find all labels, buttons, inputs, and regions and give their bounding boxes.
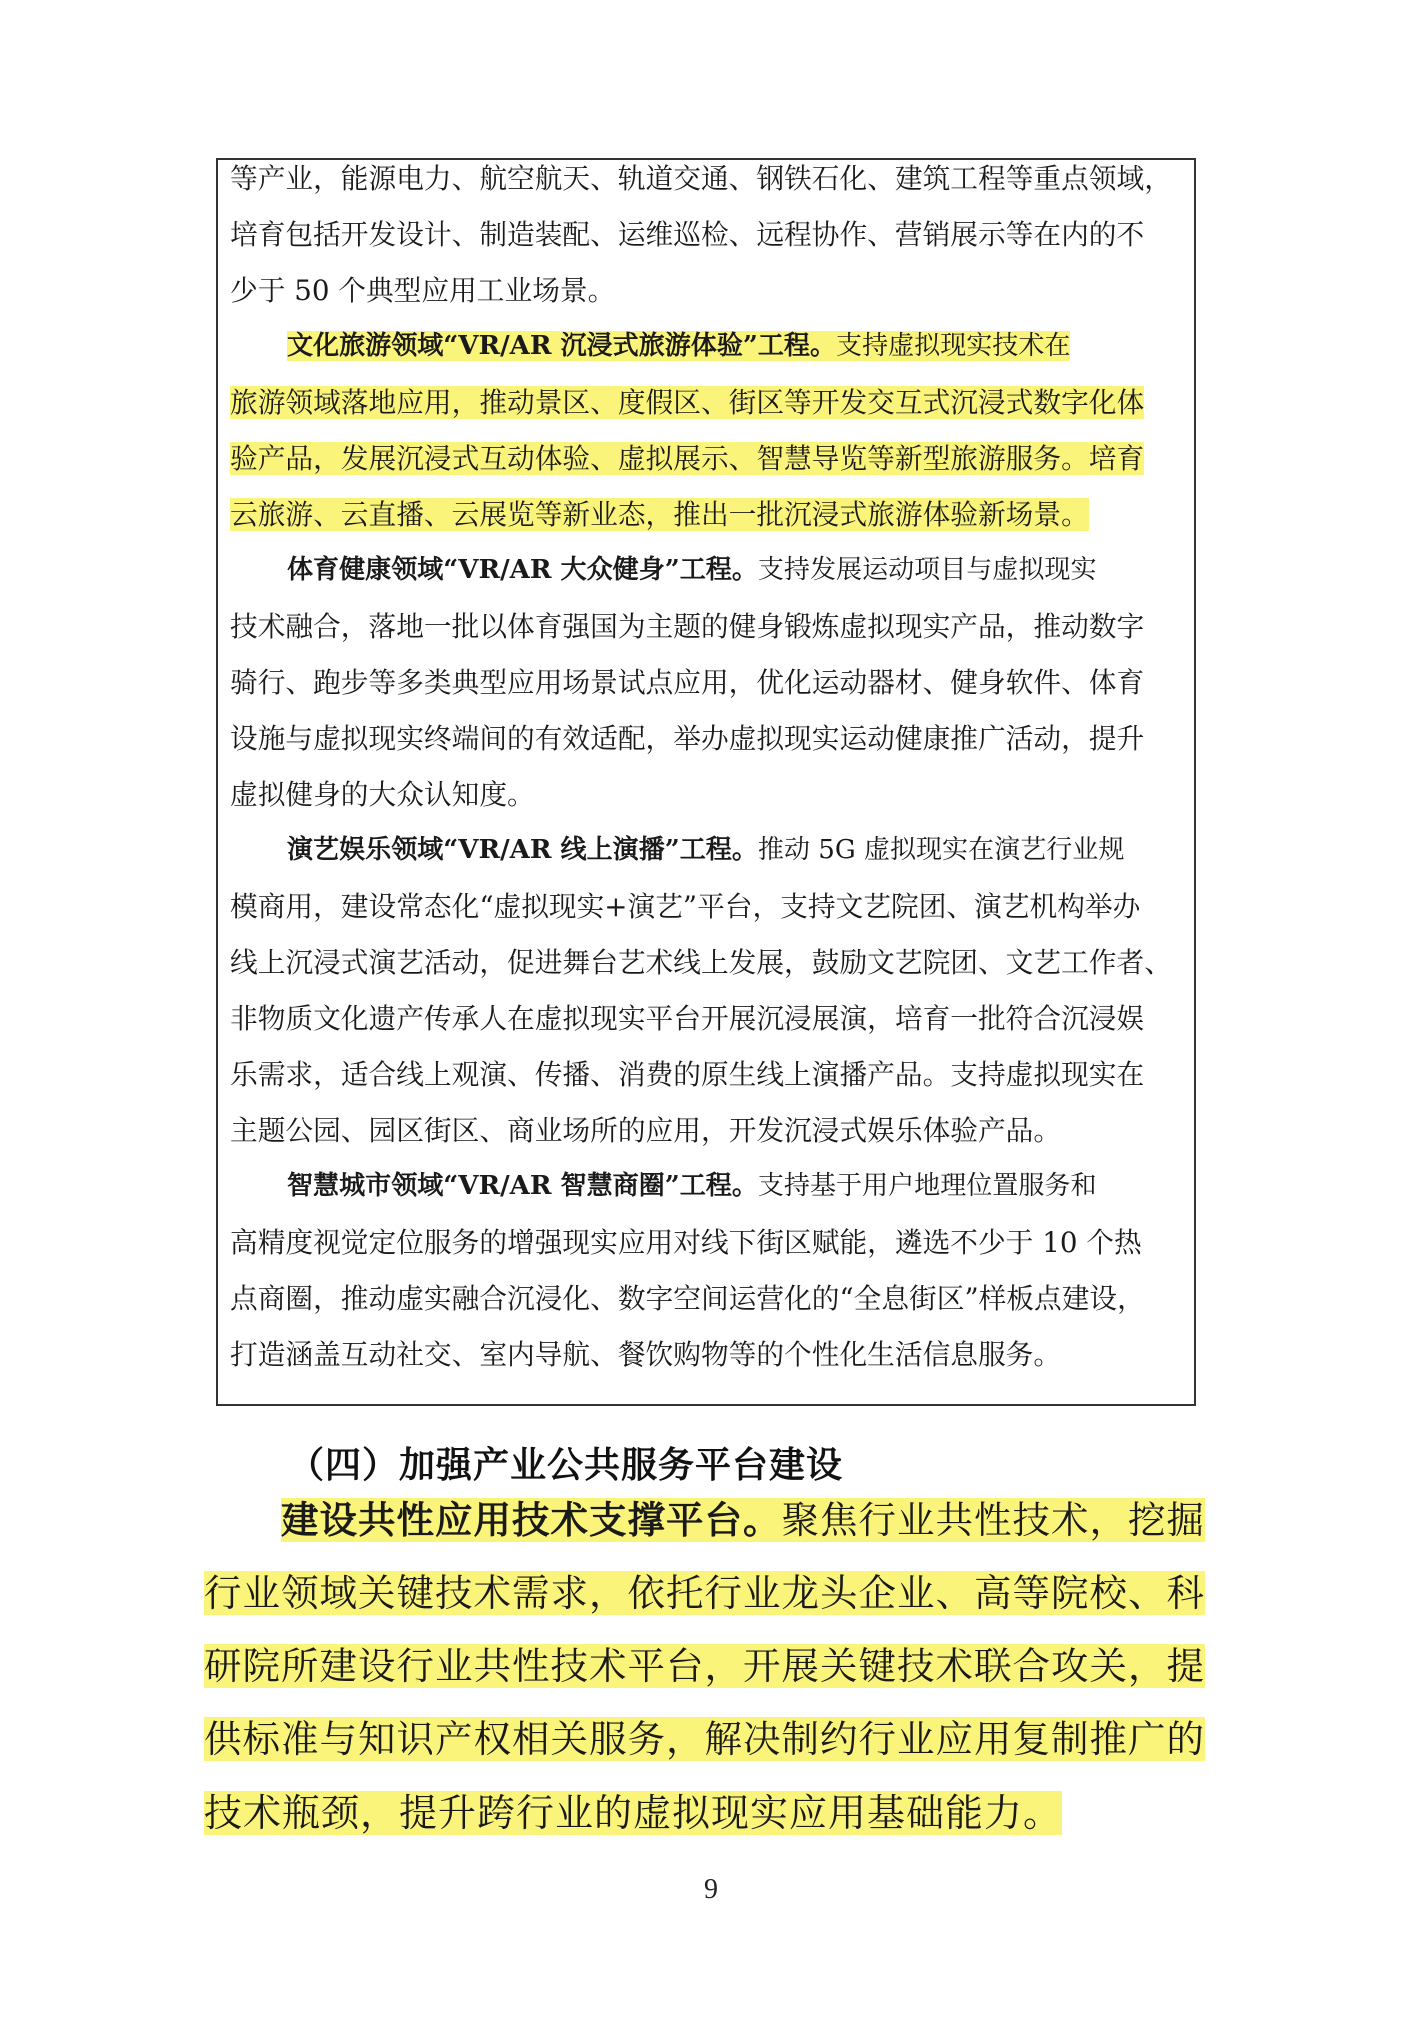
box-line: 等产业，能源电力、航空航天、轨道交通、钢铁石化、建筑工程等重点领域， [230,162,1172,195]
sports-paragraph-text: 支持发展运动项目与虚拟现实 [757,555,1097,585]
culture-paragraph-text: 云旅游、云直播、云展览等新业态，推出一批沉浸式旅游体验新场景。 [230,498,1089,531]
entertainment-paragraph-line: 主题公园、园区街区、商业场所的应用，开发沉浸式娱乐体验产品。 [230,1114,1062,1147]
entertainment-paragraph-line: 线上沉浸式演艺活动，促进舞台艺术线上发展，鼓励文艺院团、文艺工作者、 [230,946,1172,979]
city-paragraph-text: 支持基于用户地理位置服务和 [757,1171,1097,1201]
culture-paragraph-text: 支持虚拟现实技术在 [836,331,1071,361]
culture-paragraph-line [230,498,1190,531]
section-paragraph-line [281,1498,1205,1542]
entertainment-paragraph-text: 推动 5G 虚拟现实在演艺行业规 [757,835,1125,865]
entertainment-paragraph-line: 非物质文化遗产传承人在虚拟现实平台开展沉浸展演，培育一批符合沉浸娱 [230,1002,1145,1035]
city-paragraph-line: 打造涵盖互动社交、室内导航、餐饮购物等的个性化生活信息服务。 [230,1338,1062,1371]
culture-paragraph-line [287,333,1247,359]
section-heading: （四）加强产业公共服务平台建设 [288,1444,844,1486]
section-paragraph-text: 研院所建设行业共性技术平台，开展关键技术联合攻关，提 [204,1644,1205,1688]
box-line: 少于 50 个典型应用工业场景。 [230,274,616,307]
city-paragraph-line: 高精度视觉定位服务的增强现实应用对线下街区赋能，遴选不少于 10 个热 [230,1226,1142,1259]
box-line: 培育包括开发设计、制造装配、运维巡检、远程协作、营销展示等在内的不 [230,218,1145,251]
section-paragraph-line [204,1717,1205,1761]
sports-paragraph-line: 骑行、跑步等多类典型应用场景试点应用，优化运动器材、健身软件、体育 [230,666,1145,699]
city-paragraph-title: 智慧城市领域“VR/AR 智慧商圈”工程。 [287,1171,758,1201]
culture-paragraph-title: 文化旅游领域“VR/AR 沉浸式旅游体验”工程。 [287,331,837,361]
culture-paragraph-line [230,442,1190,475]
culture-paragraph-text: 旅游领域落地应用，推动景区、度假区、街区等开发交互式沉浸式数字化体 [230,386,1145,419]
entertainment-paragraph-line: 乐需求，适合线上观演、传播、消费的原生线上演播产品。支持虚拟现实在 [230,1058,1145,1091]
section-paragraph-line [204,1571,1205,1615]
sports-paragraph-line: 技术融合，落地一批以体育强国为主题的健身锻炼虚拟现实产品，推动数字 [230,610,1145,643]
city-paragraph-line: 点商圈，推动虚实融合沉浸化、数字空间运营化的“全息街区”样板点建设， [230,1282,1145,1315]
sports-paragraph-line: 虚拟健身的大众认知度。 [230,778,535,811]
section-paragraph-text: 供标准与知识产权相关服务，解决制约行业应用复制推广的 [204,1717,1205,1761]
page-number: 9 [704,1874,718,1905]
entertainment-paragraph-title: 演艺娱乐领域“VR/AR 线上演播”工程。 [287,835,758,865]
section-paragraph-text: 行业领域关键技术需求，依托行业龙头企业、高等院校、科 [204,1571,1205,1615]
section-paragraph-line [204,1791,1063,1835]
section-paragraph-text: 技术瓶颈，提升跨行业的虚拟现实应用基础能力。 [204,1791,1063,1835]
sports-paragraph-line [287,557,1247,583]
section-paragraph-text: 聚焦行业共性技术，挖掘 [781,1498,1205,1542]
culture-paragraph-text: 验产品，发展沉浸式互动体验、虚拟展示、智慧导览等新型旅游服务。培育 [230,442,1145,475]
section-paragraph-title: 建设共性应用技术支撑平台。 [281,1498,782,1542]
city-paragraph-line [287,1173,1247,1199]
entertainment-paragraph-line [287,837,1247,863]
sports-paragraph-title: 体育健康领域“VR/AR 大众健身”工程。 [287,555,758,585]
entertainment-paragraph-line: 模商用，建设常态化“虚拟现实+演艺”平台，支持文艺院团、演艺机构举办 [230,890,1141,923]
sports-paragraph-line: 设施与虚拟现实终端间的有效适配，举办虚拟现实运动健康推广活动，提升 [230,722,1145,755]
section-paragraph-line [204,1644,1205,1688]
culture-paragraph-line [230,386,1190,419]
